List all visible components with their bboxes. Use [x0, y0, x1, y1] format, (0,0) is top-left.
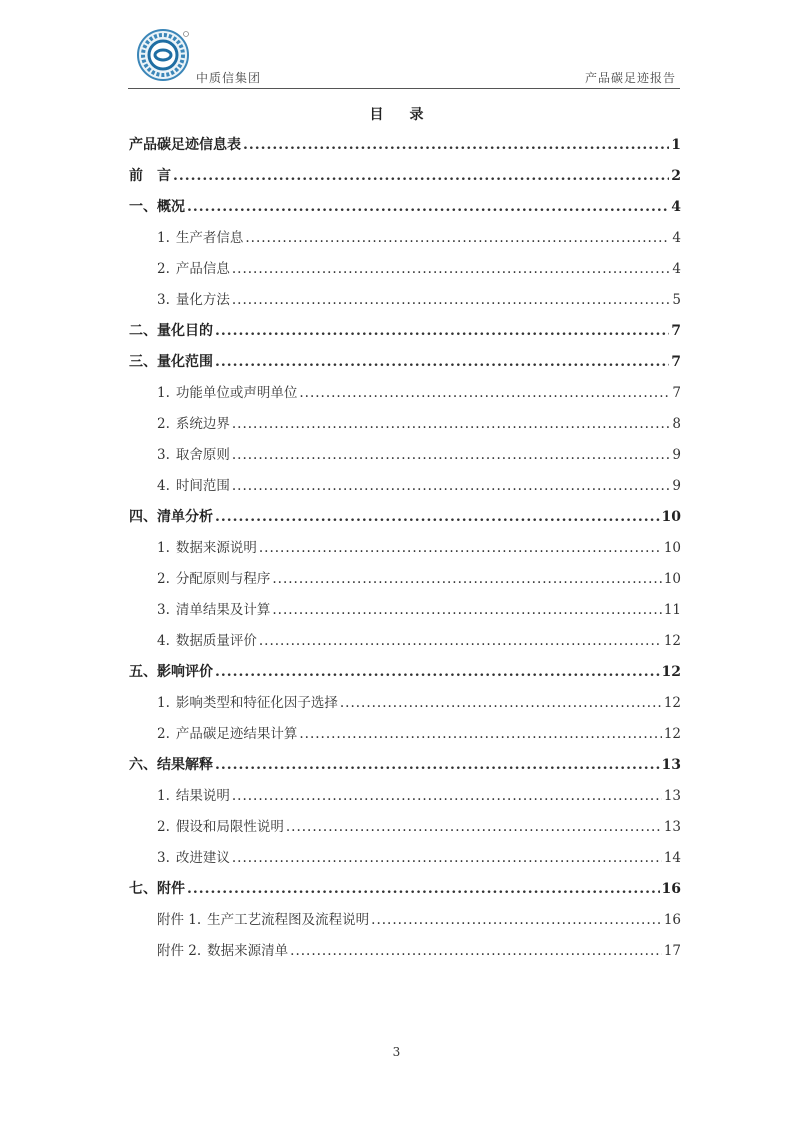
- toc-entry-number: 4.: [157, 633, 170, 649]
- toc-entry-number: 1.: [157, 385, 170, 401]
- toc-entry-number: 3.: [157, 602, 170, 618]
- toc-entry-subsection[interactable]: [129, 254, 681, 285]
- toc-entry-label: 数据质量评价: [175, 633, 257, 649]
- toc-entry-section[interactable]: [129, 347, 681, 378]
- toc-entry-label: 生产工艺流程图及流程说明: [207, 912, 370, 928]
- toc-entry-label: 影响类型和特征化因子选择: [175, 695, 338, 711]
- toc-entry-subsection[interactable]: [129, 378, 681, 409]
- toc-entry-subsection[interactable]: [129, 223, 681, 254]
- toc-entry-subsection[interactable]: [129, 409, 681, 440]
- dot-leader: [187, 874, 660, 905]
- toc-entry-number: 3.: [157, 850, 170, 866]
- toc-entry-section[interactable]: [129, 192, 681, 223]
- toc-entry-subsection[interactable]: [129, 936, 681, 967]
- toc-entry-number: 2.: [157, 261, 170, 277]
- dot-leader: [259, 533, 662, 564]
- toc-entry-number: 1.: [157, 540, 170, 556]
- dot-leader: [232, 843, 662, 874]
- toc-entry-page: 10: [663, 540, 681, 556]
- toc-entry-label: 产品碳足迹结果计算: [175, 726, 298, 742]
- toc-entry-label: 功能单位或声明单位: [175, 385, 298, 401]
- toc-entry-label: 数据来源说明: [175, 540, 257, 556]
- dot-leader: [286, 812, 662, 843]
- dot-leader: [290, 936, 662, 967]
- toc-entry-label: 系统边界: [175, 416, 230, 432]
- toc-entry-page: 4: [671, 199, 681, 215]
- toc-entry-label: 结果说明: [175, 788, 230, 804]
- toc-entry-page: 8: [672, 416, 681, 432]
- toc-entry-label: 清单分析: [157, 509, 213, 525]
- toc-entry-subsection[interactable]: [129, 905, 681, 936]
- toc-entry-subsection[interactable]: [129, 626, 681, 657]
- toc-entry-subsection[interactable]: [129, 285, 681, 316]
- toc-entry-page: 13: [663, 819, 681, 835]
- toc-entry-label: 量化方法: [175, 292, 230, 308]
- toc-entry-subsection[interactable]: [129, 564, 681, 595]
- toc-entry-section[interactable]: [129, 502, 681, 533]
- dot-leader: [187, 192, 669, 223]
- dot-leader: [245, 223, 670, 254]
- toc-entry-section[interactable]: [129, 161, 681, 192]
- dot-leader: [259, 626, 662, 657]
- dot-leader: [232, 781, 662, 812]
- toc-entry-number: 三、: [129, 354, 157, 370]
- dot-leader: [340, 688, 662, 719]
- toc-entry-subsection[interactable]: [129, 843, 681, 874]
- toc-entry-page: 12: [663, 633, 681, 649]
- dot-leader: [232, 471, 671, 502]
- toc-entry-section[interactable]: [129, 750, 681, 781]
- dot-leader: [232, 409, 671, 440]
- toc-entry-section[interactable]: [129, 130, 681, 161]
- toc-entry-page: 16: [661, 881, 681, 897]
- toc-entry-page: 16: [663, 912, 681, 928]
- toc-entry-page: 14: [663, 850, 681, 866]
- toc-entry-label: 时间范围: [175, 478, 230, 494]
- toc-entry-label: 影响评价: [157, 664, 213, 680]
- toc-entry-label: 数据来源清单: [207, 943, 289, 959]
- toc-entry-page: 10: [663, 571, 681, 587]
- dot-leader: [215, 316, 669, 347]
- dot-leader: [215, 347, 669, 378]
- toc-entry-page: 5: [672, 292, 681, 308]
- toc-entry-number: 一、: [129, 199, 157, 215]
- dot-leader: [232, 254, 671, 285]
- toc-entry-page: 4: [672, 261, 681, 277]
- toc-entry-number: 2.: [157, 416, 170, 432]
- toc-entry-label: 假设和局限性说明: [175, 819, 284, 835]
- header-divider: [128, 88, 680, 89]
- toc-entry-label: 前 言: [129, 168, 171, 184]
- toc-entry-subsection[interactable]: [129, 812, 681, 843]
- dot-leader: [215, 750, 660, 781]
- dot-leader: [272, 564, 661, 595]
- toc-entry-subsection[interactable]: [129, 440, 681, 471]
- company-logo-icon: [136, 28, 190, 82]
- toc-entry-page: 7: [671, 323, 681, 339]
- toc-entry-label: 结果解释: [157, 757, 213, 773]
- toc-entry-page: 12: [663, 695, 681, 711]
- toc-entry-page: 12: [663, 726, 681, 742]
- dot-leader: [299, 378, 670, 409]
- toc-entry-label: 产品碳足迹信息表: [129, 137, 241, 153]
- toc-entry-label: 量化目的: [157, 323, 213, 339]
- toc-entry-label: 取舍原则: [175, 447, 230, 463]
- toc-entry-label: 生产者信息: [175, 230, 244, 246]
- toc-entry-subsection[interactable]: [129, 595, 681, 626]
- dot-leader: [215, 657, 660, 688]
- toc-entry-label: 附件: [157, 881, 185, 897]
- toc-entry-page: 9: [672, 478, 681, 494]
- dot-leader: [232, 440, 671, 471]
- toc-entry-number: 六、: [129, 757, 157, 773]
- toc-heading: 目录: [369, 107, 450, 123]
- table-of-contents: [129, 130, 681, 967]
- toc-entry-number: 4.: [157, 478, 170, 494]
- toc-entry-page: 1: [671, 137, 681, 153]
- toc-entry-number: 3.: [157, 292, 170, 308]
- toc-entry-number: 1.: [157, 230, 170, 246]
- toc-entry-subsection[interactable]: [129, 471, 681, 502]
- toc-entry-page: 2: [671, 168, 681, 184]
- toc-entry-number: 2.: [157, 571, 170, 587]
- dot-leader: [232, 285, 671, 316]
- toc-entry-section[interactable]: [129, 874, 681, 905]
- toc-entry-label: 改进建议: [175, 850, 230, 866]
- toc-entry-page: 10: [661, 509, 681, 525]
- organization-name: 中质信集团: [196, 71, 262, 85]
- toc-entry-section[interactable]: [129, 657, 681, 688]
- toc-entry-page: 17: [663, 943, 681, 959]
- toc-entry-page: 7: [672, 385, 681, 401]
- toc-entry-page: 9: [672, 447, 681, 463]
- toc-entry-number: 2.: [157, 726, 170, 742]
- toc-entry-number: 七、: [129, 881, 157, 897]
- toc-entry-page: 7: [671, 354, 681, 370]
- toc-entry-subsection[interactable]: [129, 688, 681, 719]
- toc-entry-subsection[interactable]: [129, 781, 681, 812]
- dot-leader: [299, 719, 661, 750]
- toc-entry-label: 分配原则与程序: [175, 571, 271, 587]
- toc-entry-section[interactable]: [129, 316, 681, 347]
- page-number: 3: [392, 1045, 401, 1059]
- toc-entry-number: 附件 2.: [157, 943, 202, 959]
- toc-entry-subsection[interactable]: [129, 533, 681, 564]
- page-header: [128, 22, 680, 90]
- toc-entry-page: 11: [663, 602, 681, 618]
- dot-leader: [243, 130, 669, 161]
- toc-entry-number: 1.: [157, 695, 170, 711]
- toc-entry-page: 12: [661, 664, 681, 680]
- toc-entry-number: 2.: [157, 819, 170, 835]
- toc-entry-label: 概况: [157, 199, 185, 215]
- toc-entry-number: 3.: [157, 447, 170, 463]
- dot-leader: [272, 595, 661, 626]
- dot-leader: [173, 161, 669, 192]
- toc-entry-page: 4: [672, 230, 681, 246]
- toc-entry-subsection[interactable]: [129, 719, 681, 750]
- toc-entry-page: 13: [663, 788, 681, 804]
- toc-entry-number: 四、: [129, 509, 157, 525]
- toc-entry-label: 量化范围: [157, 354, 213, 370]
- dot-leader: [215, 502, 660, 533]
- toc-entry-number: 附件 1.: [157, 912, 202, 928]
- toc-entry-page: 13: [661, 757, 681, 773]
- dot-leader: [371, 905, 662, 936]
- toc-entry-label: 产品信息: [175, 261, 230, 277]
- toc-entry-number: 五、: [129, 664, 157, 680]
- toc-entry-number: 二、: [129, 323, 157, 339]
- toc-entry-label: 清单结果及计算: [175, 602, 271, 618]
- document-title: 产品碳足迹报告: [584, 71, 676, 85]
- toc-entry-number: 1.: [157, 788, 170, 804]
